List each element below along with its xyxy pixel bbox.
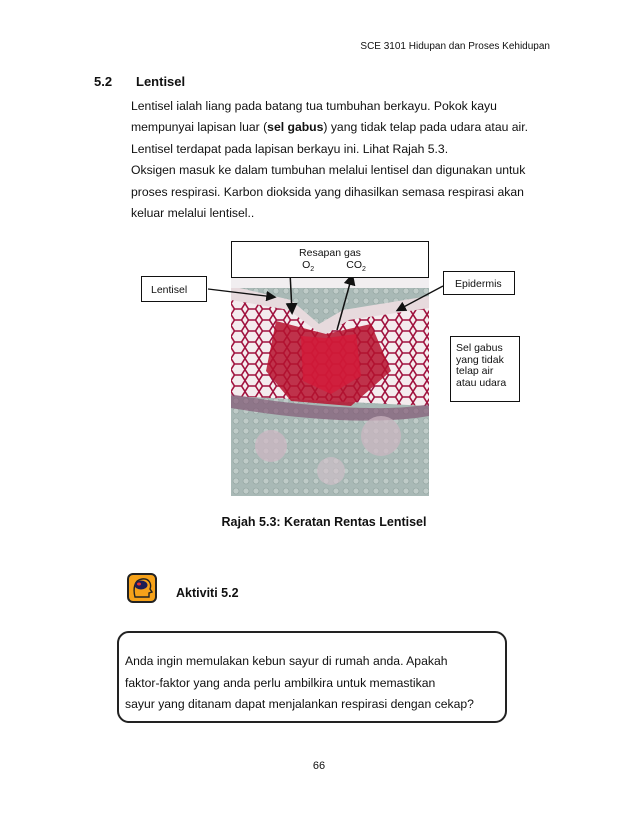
lenticel-micrograph (231, 276, 429, 496)
cork-cell-label: Sel gabus yang tidak telap air atau udara (450, 336, 520, 402)
activity-line: faktor-faktor yang anda perlu ambilkira untuk memastikan (125, 675, 436, 690)
section-title: Lentisel (136, 74, 186, 89)
running-header: SCE 3101 Hidupan dan Proses Kehidupan (360, 41, 550, 52)
brain-head-icon (127, 573, 157, 603)
brain-head-graphic (129, 575, 155, 601)
o2-subscript: 2 (310, 266, 315, 274)
body-line (131, 117, 561, 138)
activity-title: Aktiviti 5.2 (176, 586, 239, 600)
body-line-part: mempunyai lapisan luar ( (131, 120, 268, 135)
gas-diffusion-title: Resapan gas (299, 247, 361, 259)
co2-subscript: 2 (362, 266, 366, 274)
body-line: proses respirasi. Karbon dioksida yang dihasilkan semasa respirasi akan (131, 184, 524, 199)
activity-question-box (117, 631, 507, 723)
body-line-part: ) yang tidak telap pada udara atau air. (323, 120, 529, 135)
epidermis-label: Epidermis (443, 271, 515, 295)
lentisel-label: Lentisel (141, 276, 207, 302)
figure-caption: Rajah 5.3: Keratan Rentas Lentisel (221, 515, 427, 529)
activity-line: Anda ingin memulakan kebun sayur di rumah anda. Apakah (125, 654, 448, 668)
section-number: 5.2 (94, 74, 113, 89)
bold-term: sel gabus (267, 120, 324, 135)
body-line: Lentisel ialah liang pada batang tua tumbuhan berkayu. Pokok kayu (131, 99, 497, 113)
micrograph-illustration (231, 276, 429, 496)
gas-diffusion-label (231, 241, 429, 278)
co2-label: CO (346, 259, 362, 271)
gas-names (240, 259, 428, 276)
o2-label: O (302, 259, 311, 271)
body-line: keluar melalui lentisel.. (131, 206, 255, 221)
page-number: 66 (312, 760, 326, 772)
activity-line: sayur yang ditanam dapat menjalankan respirasi dengan cekap? (125, 697, 474, 711)
section-body (131, 96, 561, 224)
body-line: Lentisel terdapat pada lapisan berkayu ini. Lihat Rajah 5.3. (131, 141, 449, 156)
body-line: Oksigen masuk ke dalam tumbuhan melalui lentisel dan digunakan untuk (131, 163, 526, 178)
